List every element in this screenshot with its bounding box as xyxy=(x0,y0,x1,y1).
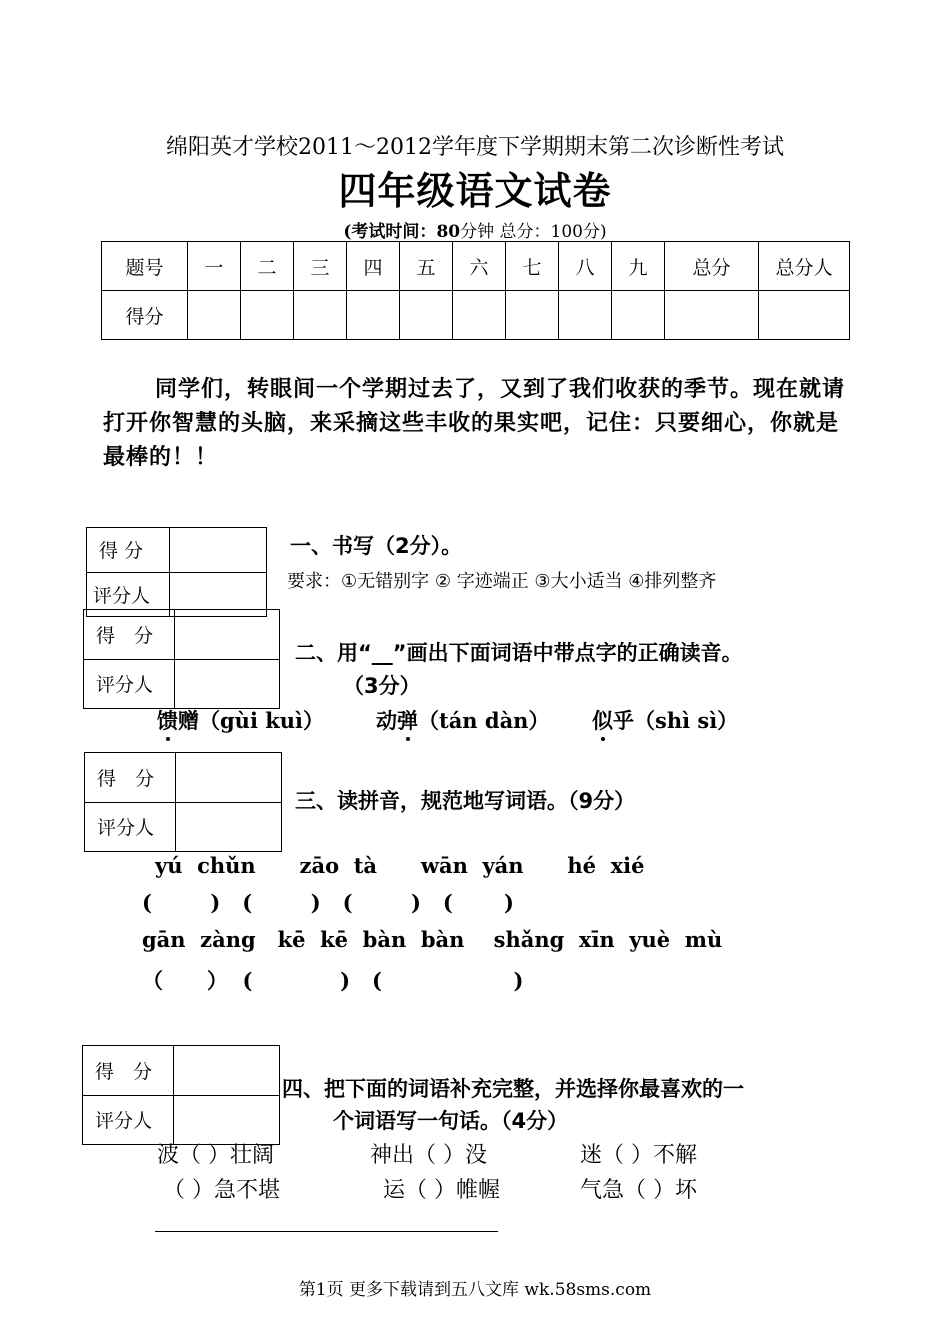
idiom-5: 运（ ）帷幄 xyxy=(383,1178,500,1203)
grade-box-grader-label: 评分人 xyxy=(87,572,170,617)
grade-box-1 xyxy=(86,527,267,617)
score-header-cell: 总分人 xyxy=(759,242,850,291)
section2-title: 二、用“__”画出下面词语中带点字的正确读音。 xyxy=(295,641,743,665)
score-table-score-row xyxy=(102,291,850,340)
section2-word-2 xyxy=(376,705,549,735)
school-exam-header: 绵阳英才学校2011～2012学年度下学期期末第二次诊断性考试 xyxy=(166,135,784,160)
score-cell xyxy=(453,291,506,340)
score-header-cell: 七 xyxy=(506,242,559,291)
word-char: 乎 xyxy=(613,708,634,733)
section2-word-3 xyxy=(592,705,738,735)
grade-box-score-cell xyxy=(174,1046,280,1096)
page-title: 四年级语文试卷 xyxy=(338,168,612,213)
section1-requirement: 要求：①无错别字 ② 字迹端正 ③大小适当 ④排列整齐 xyxy=(287,571,717,592)
grade-box-score-label: 得 分 xyxy=(83,1046,174,1096)
grade-box-score-label: 得 分 xyxy=(87,528,170,573)
idiom-4: （ ）急不堪 xyxy=(163,1178,280,1203)
score-cell xyxy=(294,291,347,340)
idiom-1: 波（ ）壮阔 xyxy=(157,1143,274,1168)
section2-word-1 xyxy=(157,705,324,735)
section3-pinyin-row-2: gān zàng kē kē bàn bàn shǎng xīn yuè mù xyxy=(142,927,723,952)
score-header-cell: 八 xyxy=(559,242,612,291)
page-footer: 第1页 更多下载请到五八文库 wk.58sms.com xyxy=(298,1280,652,1300)
intro-paragraph xyxy=(103,372,853,474)
score-cell xyxy=(506,291,559,340)
dotted-char: 弹 xyxy=(397,708,418,733)
score-header-cell: 五 xyxy=(400,242,453,291)
section3-pinyin-row-1: yú chǔn zāo tà wān yán hé xié xyxy=(155,853,645,878)
score-cell xyxy=(400,291,453,340)
section1-title: 一、书写（2分）。 xyxy=(290,534,463,558)
word-char: 动 xyxy=(376,708,397,733)
section2-points: （3分） xyxy=(343,674,421,698)
idiom-6: 气急（ ）坏 xyxy=(580,1178,697,1203)
dotted-char: 似 xyxy=(592,708,613,733)
grade-box-2 xyxy=(83,609,280,709)
score-cell xyxy=(188,291,241,340)
time-value: 80 xyxy=(436,222,461,242)
score-header-cell: 四 xyxy=(347,242,400,291)
grade-box-4 xyxy=(82,1045,280,1145)
grade-box-3 xyxy=(84,752,282,852)
score-cell xyxy=(347,291,400,340)
intro-text: 同学们，转眼间一个学期过去了，又到了我们收获的季节。现在就请打开你智慧的头脑，来采摘这些丰收的果实吧，记住：只要细心，你就是最棒的！！ xyxy=(103,376,846,470)
section3-blank-row-1: ( ) ( ) ( ) ( ) xyxy=(142,890,514,915)
score-header-cell: 总分 xyxy=(665,242,759,291)
idiom-3: 迷（ ）不解 xyxy=(580,1143,697,1168)
section4-title-cont: 个词语写一句话。（4分） xyxy=(333,1109,569,1133)
score-row-label: 得分 xyxy=(102,291,188,340)
grade-box-grader-cell xyxy=(175,659,280,709)
score-header-cell: 三 xyxy=(294,242,347,291)
score-header-cell: 一 xyxy=(188,242,241,291)
section4-title: 四、把下面的词语补充完整，并选择你最喜欢的一 xyxy=(282,1077,744,1101)
score-cell xyxy=(665,291,759,340)
grade-box-score-cell xyxy=(170,528,267,573)
grade-box-score-cell xyxy=(175,610,280,660)
score-cell xyxy=(241,291,294,340)
score-header-cell: 六 xyxy=(453,242,506,291)
pinyin-choice: （shì sì） xyxy=(634,708,739,733)
grade-box-grader-label: 评分人 xyxy=(85,802,176,852)
dotted-char: 馈 xyxy=(157,708,178,733)
grade-box-grader-label: 评分人 xyxy=(83,1095,174,1145)
grade-box-score-cell xyxy=(176,753,282,803)
score-header-cell: 九 xyxy=(612,242,665,291)
pinyin-choice: （gùi kuì） xyxy=(199,708,325,733)
score-cell xyxy=(559,291,612,340)
answer-line xyxy=(155,1231,498,1232)
section3-title: 三、读拼音，规范地写词语。（9分） xyxy=(295,789,636,813)
grade-box-grader-label: 评分人 xyxy=(84,659,175,709)
word-char: 赠 xyxy=(178,708,199,733)
score-header-cell: 题号 xyxy=(102,242,188,291)
idiom-2: 神出（ ）没 xyxy=(370,1143,487,1168)
time-unit-total: 分钟 总分：100分) xyxy=(460,222,607,242)
score-header-cell: 二 xyxy=(241,242,294,291)
score-table xyxy=(101,241,850,340)
exam-meta xyxy=(0,217,950,242)
pinyin-choice: （tán dàn） xyxy=(418,708,550,733)
section3-blank-row-2: （ ） ( ) ( ) xyxy=(142,968,524,993)
score-cell xyxy=(612,291,665,340)
grade-box-grader-cell xyxy=(176,802,282,852)
time-label: (考试时间： xyxy=(343,222,437,242)
score-table-header-row xyxy=(102,242,850,291)
score-cell xyxy=(759,291,850,340)
grade-box-score-label: 得 分 xyxy=(85,753,176,803)
grade-box-score-label: 得 分 xyxy=(84,610,175,660)
